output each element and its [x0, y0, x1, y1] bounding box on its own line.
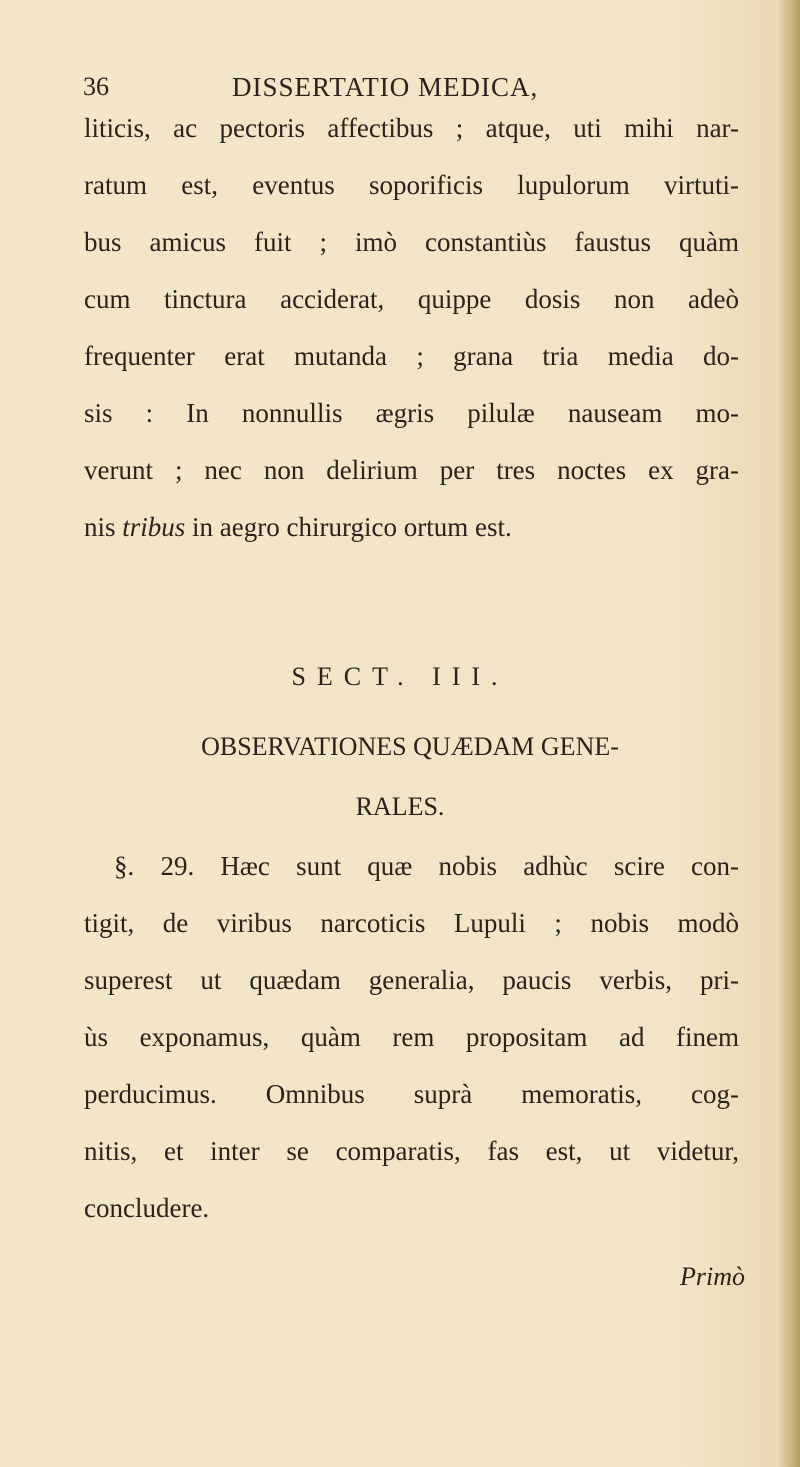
- text-line: frequenter erat mutanda ; grana tria media do-: [84, 341, 739, 371]
- catchword: Primò: [680, 1262, 745, 1291]
- running-head: DISSERTATIO MEDICA,: [232, 72, 539, 102]
- text-line: nitis, et inter se comparatis, fas est, ut videtur,: [84, 1136, 739, 1166]
- text-line: tigit, de viribus narcoticis Lupuli ; nobis modò: [84, 908, 739, 938]
- text-line: §. 29. Hæc sunt quæ nobis adhùc scire con-: [114, 851, 739, 881]
- text-line: bus amicus fuit ; imò constantiùs faustus quàm: [84, 227, 739, 257]
- text-line: [84, 499, 739, 556]
- text-line: superest ut quædam generalia, paucis verbis, pri-: [84, 965, 739, 995]
- text-line: ùs exponamus, quàm rem propositam ad finem: [84, 1022, 739, 1052]
- text-line: cum tinctura acciderat, quippe dosis non adeò: [84, 284, 739, 314]
- text-fragment: nis: [84, 512, 123, 542]
- section-title-line-2: RALES.: [355, 792, 445, 821]
- text-line: verunt ; nec non delirium per tres noctes ex gra-: [84, 455, 739, 485]
- text-line: perducimus. Omnibus suprà memoratis, cog-: [84, 1079, 739, 1109]
- page-number: 36: [83, 72, 109, 101]
- text-line: ratum est, eventus soporificis lupulorum virtuti-: [84, 170, 739, 200]
- paragraph-1: [84, 100, 739, 556]
- paragraph-2: [84, 838, 739, 1237]
- text-line: sis : In nonnullis ægris pilulæ nauseam mo-: [84, 398, 739, 428]
- italic-word: tribus: [122, 512, 186, 542]
- section-title-line-1: OBSERVATIONES QUÆDAM GENE-: [201, 732, 619, 761]
- text-line: liticis, ac pectoris affectibus ; atque, uti mihi nar-: [84, 113, 739, 143]
- text-line: concludere.: [84, 1193, 210, 1223]
- section-heading: SECT. III.: [291, 662, 509, 691]
- text-fragment: in aegro chirurgico ortum est.: [185, 512, 512, 542]
